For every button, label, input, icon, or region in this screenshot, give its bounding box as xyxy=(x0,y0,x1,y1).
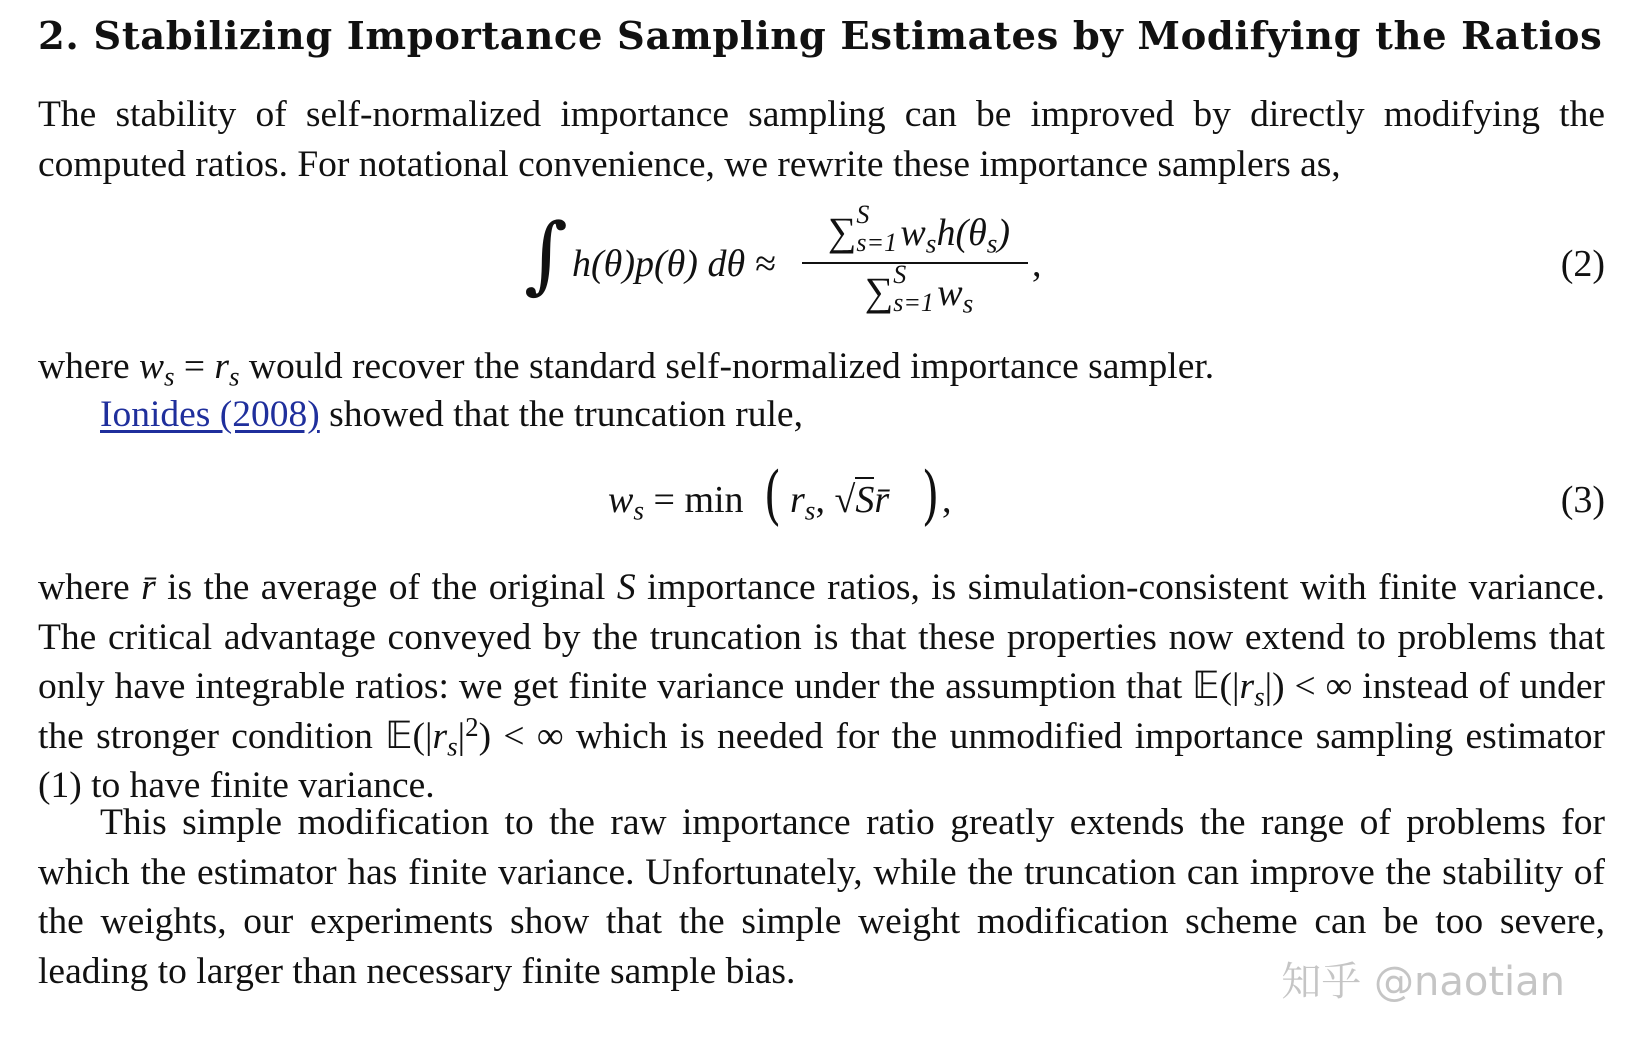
equation-2-denominator xyxy=(804,260,1034,319)
paragraph-simple-modification: This simple modification to the raw importance ratio greatly extends the range of problems for which the estimator has finite variance. Unfortunately, while the truncation can improve the stability of the weights, our experiments show that the simple weight modification scheme can be too severe, leading to larger than necessary finite sample bias. xyxy=(38,802,1605,992)
equation-3-lhs: $w_s = \min$ xyxy=(608,479,744,526)
section-heading xyxy=(38,14,1602,59)
theta-subscript: s xyxy=(986,228,998,259)
section-number: 2. xyxy=(38,14,80,59)
weight-symbol: w xyxy=(900,212,926,254)
weight-symbol: w xyxy=(937,272,963,314)
h-theta: h(θ xyxy=(936,212,987,254)
fraction-bar xyxy=(802,262,1028,264)
paragraph-finite-variance: where r̄ is the average of the original S importance ratios, is simulation-consistent with finite variance. The critical advantage conveyed by the truncation is that these properties now extend to problems that only have integrable ratios: we get finite variance under the assumption that $𝔼(|r_s|)$ < ∞ instead of under the stronger condition $𝔼(|r_s|^2)$ < ∞ which is needed for the unmodified importance sampling estimator (1) to have finite variance. xyxy=(38,567,1606,806)
integral-sign: ∫ xyxy=(524,205,568,303)
equation-3 xyxy=(38,460,1605,550)
equation-3-comma: , xyxy=(942,479,952,521)
paragraph-ionides: Ionides (2008) showed that the truncation rule, xyxy=(100,394,803,435)
equation-3-args: $r_s$, √Sr̄ xyxy=(790,479,890,526)
sum-sign: ∑ xyxy=(864,269,894,314)
equation-2-comma: , xyxy=(1032,243,1042,285)
equation-2-lhs: h(θ)p(θ) dθ ≈ xyxy=(572,243,776,285)
citation-link-ionides-2008[interactable]: Ionides (2008) xyxy=(100,394,320,435)
sum-lower-limit: s=1 xyxy=(856,228,898,257)
watermark: 知乎 @naotian xyxy=(1281,959,1565,1005)
paragraph-where-ws: where $w_s = r_s$ would recover the standard self-normalized importance sampler. xyxy=(38,346,1215,392)
equation-3-number: (3) xyxy=(1560,479,1605,521)
right-paren: ) xyxy=(921,459,940,533)
close-paren: ) xyxy=(997,212,1011,254)
left-paren: ( xyxy=(763,459,782,533)
sqrt-sign: √ xyxy=(834,479,856,521)
sum-lower-limit: s=1 xyxy=(893,288,934,317)
weight-subscript: s xyxy=(925,228,937,259)
sum-upper-limit: S xyxy=(893,260,907,289)
weight-subscript: s xyxy=(962,288,974,319)
sum-upper-limit: S xyxy=(856,200,870,229)
equation-2-number: (2) xyxy=(1560,243,1605,285)
paragraph-intro: The stability of self-normalized importance sampling can be improved by directly modifying the computed ratios. For notational convenience, we rewrite these importance samplers as, xyxy=(38,94,1605,185)
sum-sign: ∑ xyxy=(827,209,857,254)
section-title: Stabilizing Importance Sampling Estimates by Modifying the Ratios xyxy=(93,14,1603,59)
equation-2-numerator xyxy=(804,200,1034,259)
equation-2 xyxy=(38,200,1605,320)
